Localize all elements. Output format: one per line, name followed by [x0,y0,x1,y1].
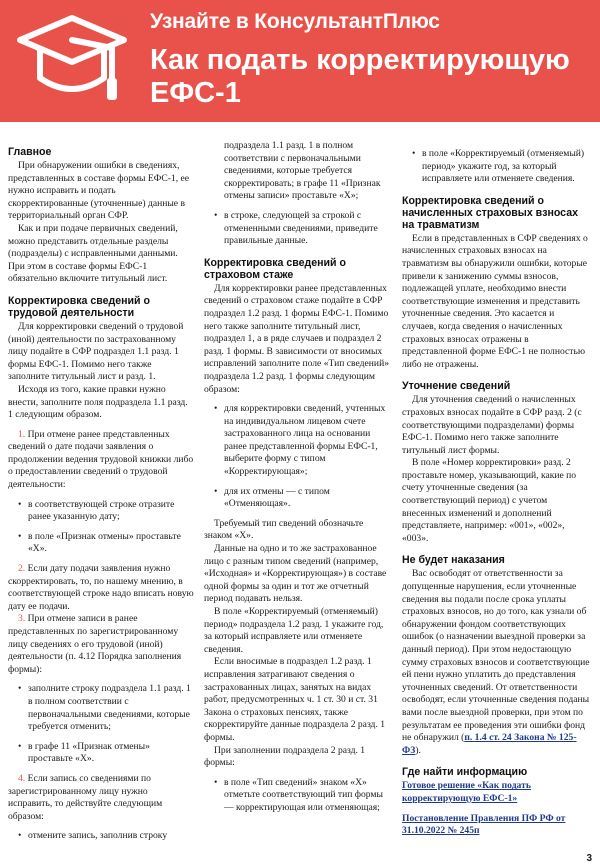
paragraph: Требуемый тип сведений обозначьте знаком «Х». [204,517,364,542]
paragraph: Данные на одно и то же застрахованное лицо с разным типом сведений (например, «Исходная» и «Корректирующая») в составе одной формы за один и тот же отчетный период подавать нельзя. [204,543,387,605]
item-text: Если запись со сведениями по зарегистрированному лицу нужно исправить, то действуйте следующим образом: [8,772,163,822]
item-text: Если дату подачи заявления нужно скорректировать, то, по нашему мнению, в соответствующей строке надо вписать новую дату ее подачи. [8,563,194,612]
column-3 [402,148,590,838]
page-number: 3 [586,853,592,864]
graduation-cap-icon [14,8,130,112]
column-1 [8,146,194,850]
heading-utoch: Уточнение сведений [402,380,511,393]
list-item: • в соответствующей строке отразите ранее указанную дату; [8,499,194,524]
item-number: 3. [18,613,26,625]
item-number: 1. [18,428,26,440]
list-item: • для их отмены — с типом «Отменяющая». [204,486,390,511]
heading-stazh: Корректировка сведений о страховом стаже [204,256,346,281]
list-item: • отмените запись, заполнив строку [8,830,194,843]
item-text: При отмене ранее представленных сведений о дате подачи заявления о продолжении ведения трудовой книжки либо о предоставлении сведений о трудовой деятельности: [8,428,194,491]
paragraph [402,780,590,805]
paragraph: Для уточнения сведений о начисленных страховых взносах подайте в СФР разд. 2 (с соответствующими подразделами) формы ЕФС-1. Помимо него также заполните титульный лист формы. [402,394,582,456]
heading-nakaz: Не будет наказания [402,554,505,567]
list-item: • в поле «Корректируемый (отменяемый) период» укажите год, за который исправляете или отменяете сведения. [402,148,590,186]
solution-link[interactable]: Готовое решение «Как подать корректирующую ЕФС-1» [402,780,531,804]
list-item: • в графе 11 «Признак отмены» проставьте «Х». [8,741,194,766]
paragraph: Если вносимые в подраздел 1.2 разд. 1 исправления затрагивают сведения о застрахованных лицах, занятых на видах работ, предусмотренных ч. 1 ст. 30 и ст. 31 Закона о страховых пенсиях, также скорректируйте данные подраздела 2 разд. 1 формы. [204,656,386,743]
paragraph [8,613,194,676]
list-item: • для корректировки сведений, учтенных на индивидуальном лицевом счете застрахованного лица на основании ранее представленной формы ЕФС-1, выберите форму с типом «Корректирующая»; [204,403,390,479]
heading-travm: Корректировка сведений о начисленных страховых взносах на травматизм [402,194,578,231]
paragraph: Для корректировки сведений о трудовой (иной) деятельности по застрахованному лицу подайте в СФР подраздел 1.1 разд. 1 формы ЕФС-1. Помимо него также заполните титульный лист и разд. 1. [8,320,184,383]
heading-labor: Корректировка сведений о трудовой деятельности [8,294,150,319]
list-item: • в строке, следующей за строкой с отмененными сведениями, приведите правильные данные. [204,210,390,248]
paragraph [8,773,194,823]
paragraph: Для корректировки ранее представленных сведений о страховом стаже подайте в СФР подраздел 1.2 разд. 1 формы ЕФС-1. Помимо него также заполните титульный лист, подраздел 1, а в ряде случаев и подраздел 2 разд. 1 формы. В зависимости от вносимых исправлений заполните поле «Тип сведений» подраздела 1.2 разд. 1 формы следующим образом: [204,282,389,395]
header-banner [0,0,600,122]
paragraph: При заполнении подраздела 2 разд. 1 формы: [204,744,366,769]
list-item: • заполните строку подраздела 1.1 разд. 1 в полном соответствии с первоначальными сведениями, которые требуется отменить; [8,683,194,733]
law-link[interactable]: п. 1.4 ст. 24 Закона № 125-ФЗ [402,732,577,756]
paragraph: подраздела 1.1 разд. 1 в полном соответствии с первоначальными сведениями, которые требуется скорректировать; в графе 11 «Признак отмены записи» проставьте «Х»; [224,140,381,202]
list-item: • в поле «Тип сведений» знаком «Х» отметьте соответствующий тип формы — корректирующая или отменяющая; [204,777,390,815]
paragraph [8,429,194,492]
item-number: 2. [18,563,26,575]
paragraph [402,568,590,757]
item-text: При отмене записи в ранее представленных по зарегистрированному лицу сведениях о его трудовой (иной) деятельности (п. 4.12 Порядка заполнения формы): [8,613,182,675]
paragraph: При обнаружении ошибки в сведениях, представленных в составе формы ЕФС-1, ее нужно исправить и подать скорректированные (уточненные) данные в территориальный орган СФР. [8,160,190,222]
item-number: 4. [18,772,26,784]
paragraph: Если в представленных в СФР сведениях о начисленных страховых взносах на травматизм вы обнаружили ошибки, которые привели к занижению суммы взносов, подлежащей уплате, необходимо внести соответствующие изменения и представить уточненные сведения. Это касается и случаев, когда сведения о начисленных страховых взносах отражены в представленной форме ЕФС-1 не полностью либо не отражены. [402,232,588,370]
paragraph [8,563,194,613]
brand-heading: Узнайте в КонсультантПлюс [150,10,440,33]
paragraph: Исходя из того, какие правки нужно внести, заполните поля подраздела 1.1 разд. 1 следующим образом. [8,383,188,421]
article-title: Как подать корректирующую ЕФС-1 [150,44,570,109]
heading-main: Главное [8,146,52,158]
paragraph [402,813,590,838]
heading-info: Где найти информацию [402,766,528,779]
paragraph-text: ). [415,744,421,756]
paragraph: В поле «Корректируемый (отменяемый) период» подраздела 1.2 разд. 1 укажите год, за который исправляете или отменяете сведения. [204,606,384,655]
paragraph-text: Вас освободят от ответственности за допущенные нарушения, если уточненные сведения вы подали после срока уплаты страховых взносов, но до того, как узнали об обнаружении фондом соответствующих ошибок (о назначении выездной проверки за данный период). При этом недостающую сумму страховых взносов и соответствующие ей пени нужно уплатить до представления уточненных сведений. От ответственности освободят, если уточненные сведения поданы вами после выездной проверки, при этом по результатам ее проведения эти ошибки фонд не обнаружил ( [402,568,590,744]
paragraph: В поле «Номер корректировки» разд. 2 проставьте номер, указывающий, какие по счету уточненные сведения (за соответствующий период) с учетом внесенных изменений и дополнений представляете, например: «001», «002», «003». [402,457,577,544]
resolution-link[interactable]: Постановление Правления ПФ РФ от 31.10.2022 № 245п [402,812,566,837]
list-item: • в поле «Признак отмены» проставьте «Х». [8,531,194,556]
column-2 [204,140,390,822]
paragraph: Как и при подаче первичных сведений, можно представить отдельные разделы (подразделы) с исправленными данными. При этом в составе формы ЕФС-1 обязательно включите титульный лист. [8,222,178,285]
